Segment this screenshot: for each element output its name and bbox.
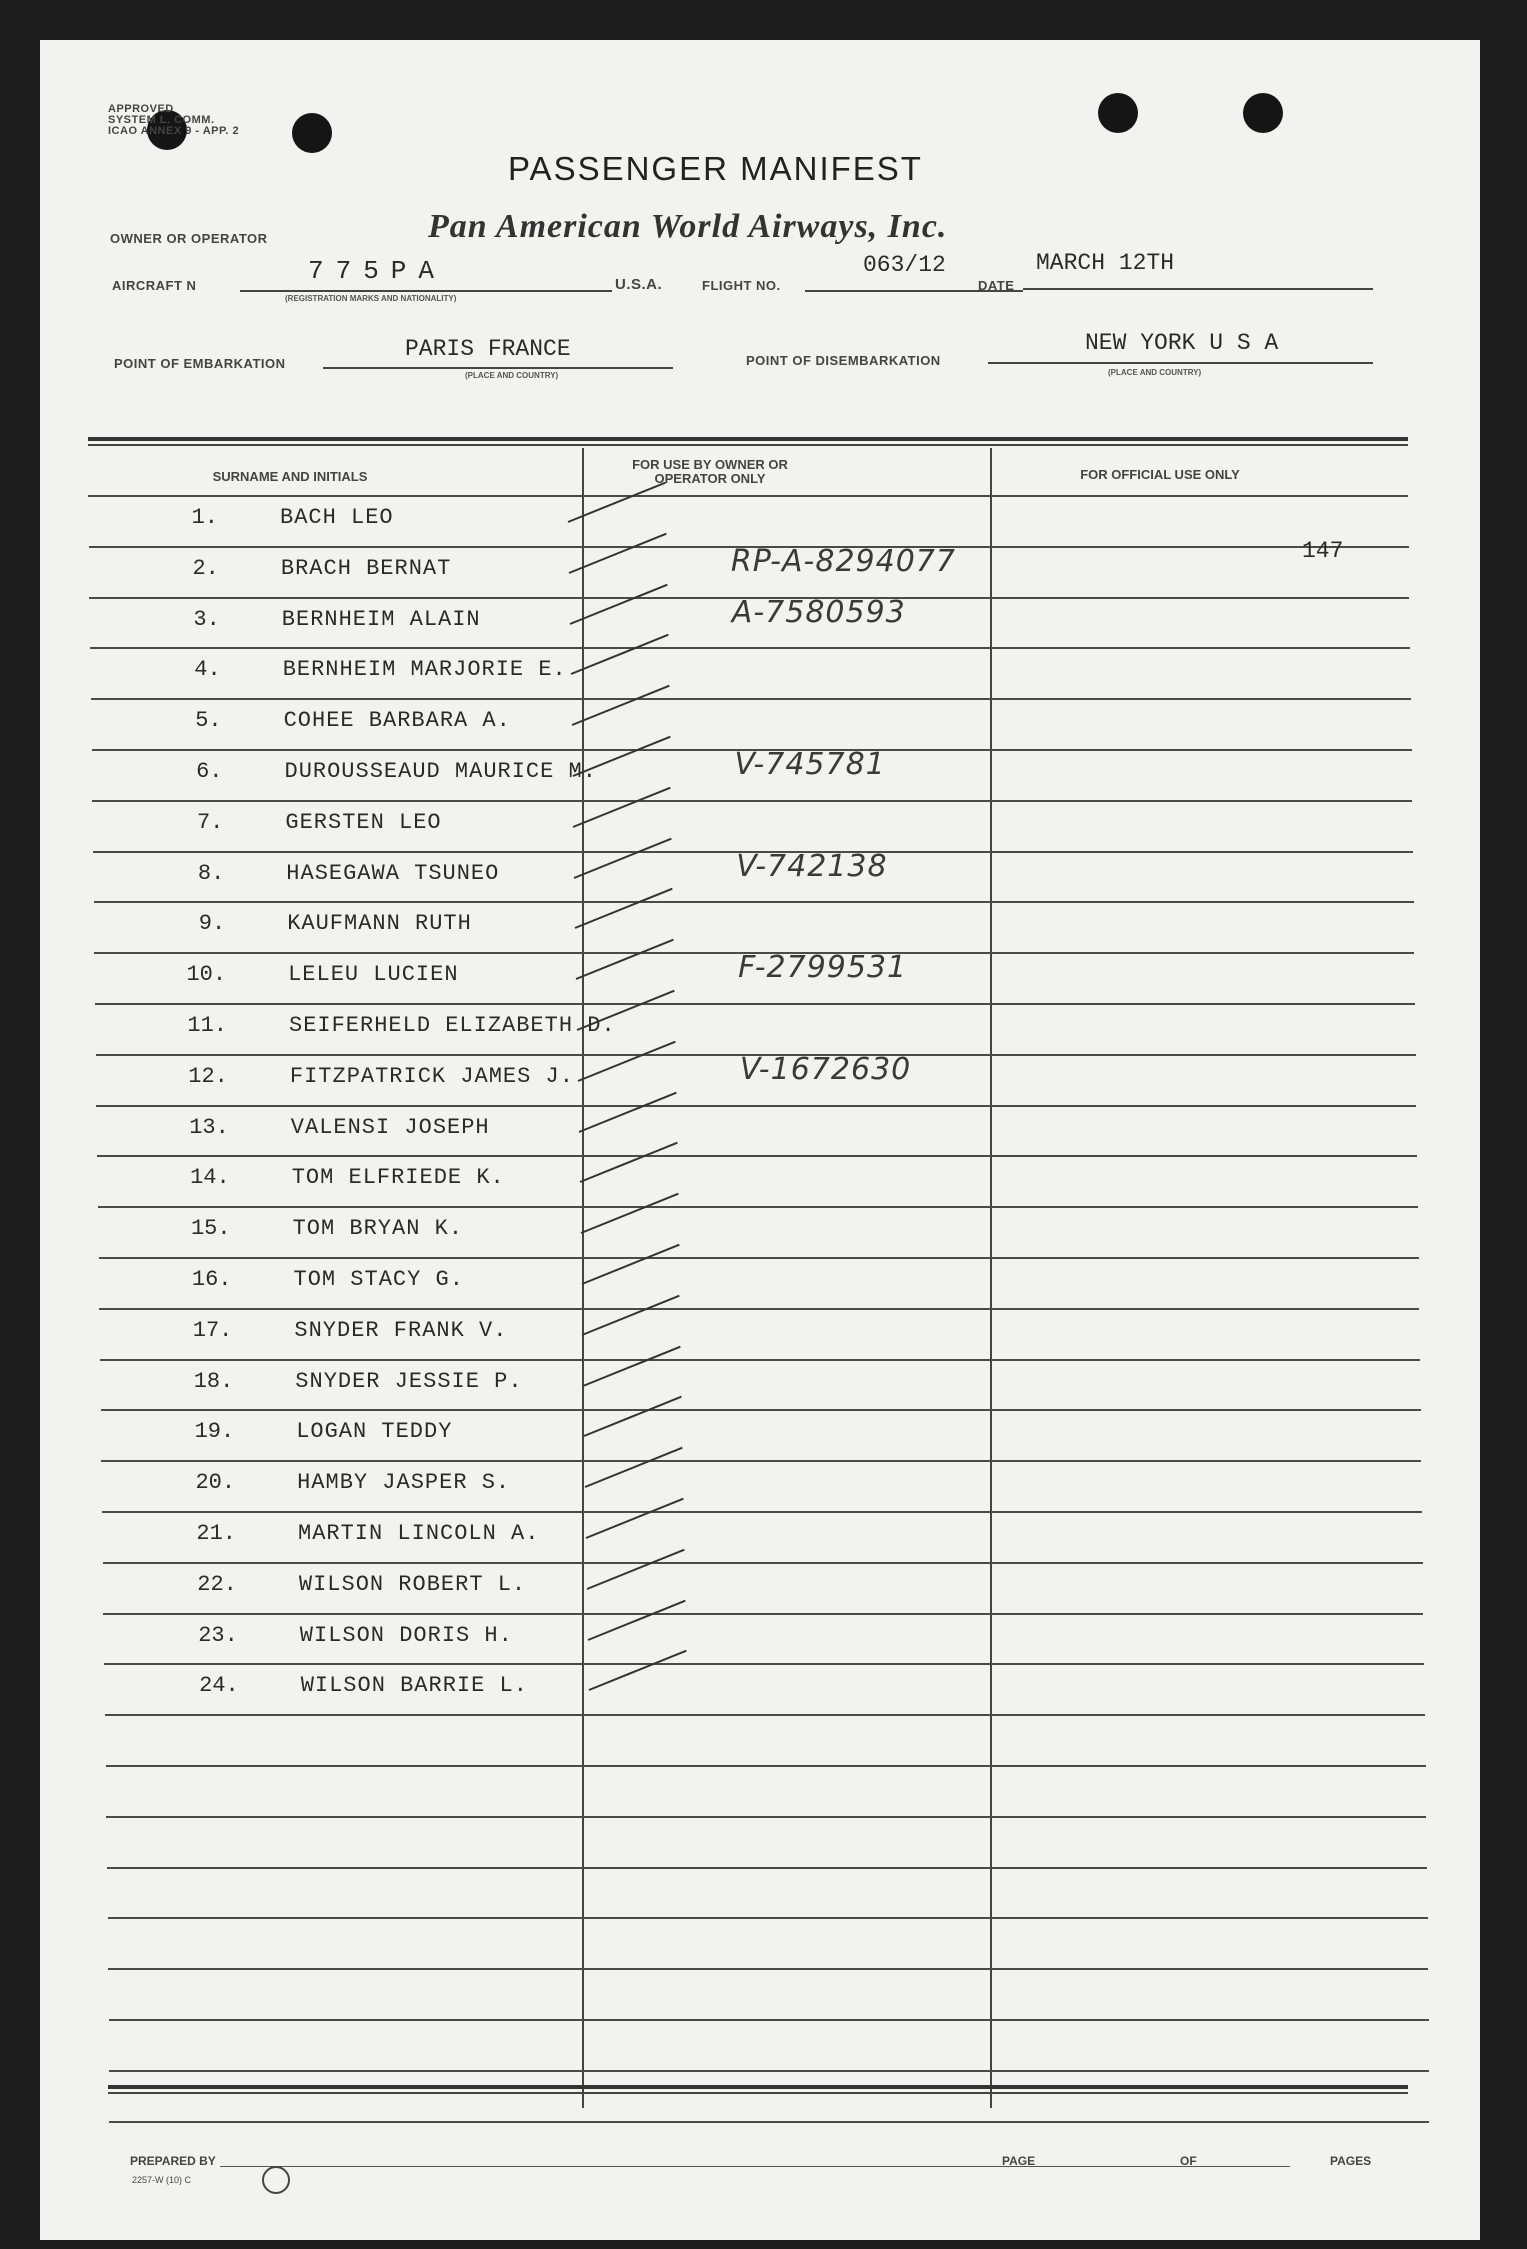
row-rule bbox=[104, 1663, 1424, 1665]
passenger-name: KAUFMANN RUTH bbox=[287, 911, 472, 937]
passenger-name: DUROUSSEAUD MAURICE M. bbox=[284, 759, 597, 784]
check-mark bbox=[571, 685, 669, 726]
check-mark bbox=[587, 1599, 685, 1640]
check-mark bbox=[586, 1498, 684, 1539]
check-mark bbox=[570, 634, 668, 675]
row-rule bbox=[103, 1613, 1423, 1615]
passenger-number: 11. bbox=[187, 1013, 227, 1038]
row-rule bbox=[100, 1359, 1420, 1361]
aircraft-underline bbox=[240, 290, 612, 292]
passenger-number: 12. bbox=[188, 1063, 228, 1089]
passenger-number: 17. bbox=[192, 1317, 233, 1343]
check-mark bbox=[585, 1447, 683, 1488]
row-rule bbox=[106, 1765, 1426, 1767]
check-mark bbox=[569, 583, 667, 624]
passenger-name: WILSON ROBERT L. bbox=[298, 1571, 527, 1597]
passenger-name: LELEU LUCIEN bbox=[288, 962, 459, 988]
date-label: DATE bbox=[978, 278, 1015, 293]
row-rule bbox=[96, 1105, 1416, 1107]
row-rule bbox=[103, 1562, 1423, 1564]
row-rule bbox=[99, 1308, 1419, 1310]
row-rule bbox=[102, 1511, 1422, 1513]
passenger-number: 19. bbox=[194, 1419, 235, 1445]
passenger-number: 1. bbox=[191, 505, 218, 530]
passenger-name: FITZPATRICK JAMES J. bbox=[289, 1063, 574, 1089]
flight-label: FLIGHT NO. bbox=[702, 278, 781, 293]
check-mark bbox=[573, 787, 671, 828]
passenger-number: 16. bbox=[191, 1267, 232, 1292]
embarkation-underline bbox=[323, 367, 673, 369]
aircraft-label: AIRCRAFT N bbox=[112, 278, 197, 293]
row-rule bbox=[109, 2019, 1429, 2021]
column-divider-2 bbox=[990, 448, 992, 2108]
disembarkation-label: POINT OF DISEMBARKATION bbox=[746, 353, 941, 368]
check-mark bbox=[582, 1295, 680, 1336]
row-rule bbox=[88, 495, 1408, 497]
passenger-number: 13. bbox=[189, 1114, 229, 1140]
passport-number: V-742138 bbox=[736, 848, 888, 884]
disembarkation-underline bbox=[988, 362, 1373, 364]
passport-number: RP-A-8294077 bbox=[730, 543, 956, 579]
passenger-number: 3. bbox=[193, 606, 220, 632]
check-mark bbox=[580, 1193, 678, 1234]
column-header-official-use: FOR OFFICIAL USE ONLY bbox=[1080, 467, 1240, 482]
row-rule bbox=[106, 1816, 1426, 1818]
check-mark bbox=[578, 1091, 676, 1132]
check-mark bbox=[581, 1244, 679, 1285]
passenger-number: 2. bbox=[192, 555, 219, 581]
passenger-name: SNYDER JESSIE P. bbox=[295, 1368, 523, 1394]
row-rule bbox=[98, 1206, 1418, 1208]
embarkation-place: PARIS FRANCE bbox=[405, 336, 571, 362]
row-rule bbox=[92, 800, 1412, 802]
punch-hole-top-right-1 bbox=[1098, 93, 1138, 133]
passenger-number: 14. bbox=[190, 1165, 230, 1191]
table-top-rule-2 bbox=[88, 444, 1408, 446]
passenger-name: BERNHEIM ALAIN bbox=[281, 606, 481, 632]
table-top-rule bbox=[88, 437, 1408, 441]
check-mark bbox=[572, 736, 670, 777]
check-mark bbox=[588, 1650, 686, 1691]
check-mark bbox=[578, 1041, 676, 1082]
passenger-name: BERNHEIM MARJORIE E. bbox=[282, 657, 567, 683]
row-rule bbox=[90, 647, 1410, 649]
row-rule bbox=[91, 698, 1411, 700]
prepared-by-line bbox=[220, 2166, 1040, 2167]
carrier-name: Pan American World Airways, Inc. bbox=[428, 208, 948, 245]
of-label: OF bbox=[1180, 2154, 1197, 2168]
passport-number: V-745781 bbox=[734, 747, 886, 782]
registration-note: (REGISTRATION MARKS AND NATIONALITY) bbox=[285, 294, 457, 303]
passenger-number: 23. bbox=[198, 1622, 238, 1648]
row-rule bbox=[107, 1867, 1427, 1869]
passenger-name: TOM BRYAN K. bbox=[292, 1216, 464, 1242]
row-rule bbox=[109, 2121, 1429, 2123]
check-mark bbox=[577, 990, 675, 1031]
page-line bbox=[1040, 2166, 1290, 2167]
check-mark bbox=[574, 837, 672, 878]
row-rule bbox=[101, 1460, 1421, 1462]
passenger-number: 10. bbox=[186, 962, 227, 988]
row-rule bbox=[97, 1155, 1417, 1157]
passenger-number: 21. bbox=[196, 1521, 236, 1546]
disembarkation-place: NEW YORK U S A bbox=[1085, 330, 1279, 356]
passport-number: V-1672630 bbox=[739, 1051, 912, 1087]
passenger-name: SEIFERHELD ELIZABETH D. bbox=[289, 1013, 616, 1038]
row-rule bbox=[101, 1409, 1421, 1411]
nationality-label: U.S.A. bbox=[615, 276, 663, 293]
passenger-number: 4. bbox=[194, 657, 221, 683]
passenger-number: 6. bbox=[196, 759, 223, 784]
union-bug-icon bbox=[262, 2166, 290, 2194]
passenger-name: HASEGAWA TSUNEO bbox=[286, 860, 500, 886]
passenger-number: 8. bbox=[197, 860, 225, 886]
row-rule bbox=[94, 901, 1414, 903]
punch-hole-top-right-2 bbox=[1243, 93, 1283, 133]
passport-number: F-2799531 bbox=[738, 950, 908, 986]
flight-date: MARCH 12TH bbox=[1036, 250, 1175, 276]
check-mark bbox=[583, 1345, 681, 1386]
passenger-number: 22. bbox=[197, 1571, 237, 1597]
manifest-page bbox=[40, 40, 1480, 2240]
passenger-name: VALENSI JOSEPH bbox=[290, 1114, 490, 1140]
check-mark bbox=[587, 1549, 685, 1590]
check-mark bbox=[579, 1142, 677, 1183]
column-header-owner-use: FOR USE BY OWNER OR OPERATOR ONLY bbox=[632, 457, 788, 486]
passenger-name: WILSON DORIS H. bbox=[299, 1622, 513, 1648]
punch-hole-top-left-2 bbox=[292, 113, 332, 153]
disembarkation-place-note: (PLACE AND COUNTRY) bbox=[1108, 368, 1202, 377]
page-label: PAGE bbox=[1002, 2154, 1036, 2168]
row-rule bbox=[95, 1003, 1415, 1005]
passenger-name: SNYDER FRANK V. bbox=[294, 1317, 508, 1343]
passenger-name: BACH LEO bbox=[280, 505, 394, 530]
embarkation-place-note: (PLACE AND COUNTRY) bbox=[465, 371, 559, 380]
official-entry: 147 bbox=[1302, 537, 1344, 564]
passenger-name: HAMBY JASPER S. bbox=[297, 1470, 511, 1496]
row-rule bbox=[109, 2070, 1429, 2072]
page-title: PASSENGER MANIFEST bbox=[508, 150, 923, 187]
passport-number: A-7580593 bbox=[731, 594, 906, 630]
passenger-name: BRACH BERNAT bbox=[280, 555, 452, 581]
passenger-name: TOM ELFRIEDE K. bbox=[291, 1165, 505, 1191]
row-rule bbox=[105, 1714, 1425, 1716]
passenger-name: COHEE BARBARA A. bbox=[283, 708, 511, 734]
table-bottom-rule bbox=[108, 2085, 1408, 2089]
date-underline bbox=[1023, 288, 1373, 290]
prepared-by-label: PREPARED BY bbox=[130, 2154, 216, 2168]
column-header-surname: SURNAME AND INITIALS bbox=[212, 469, 368, 484]
flight-number: 063/12 bbox=[863, 252, 946, 278]
check-mark bbox=[576, 939, 674, 980]
row-rule bbox=[108, 1917, 1428, 1919]
passenger-number: 18. bbox=[193, 1368, 234, 1394]
passenger-number: 15. bbox=[190, 1216, 231, 1242]
pages-label: PAGES bbox=[1330, 2154, 1372, 2168]
form-code: 2257-W (10) C bbox=[132, 2175, 192, 2185]
table-bottom-rule-2 bbox=[108, 2092, 1408, 2094]
approval-stamp: APPROVED SYSTEM L. COMM. ICAO ANNEX 9 - APP. 2 bbox=[108, 103, 240, 137]
passenger-name: LOGAN TEDDY bbox=[296, 1419, 453, 1445]
embarkation-label: POINT OF EMBARKATION bbox=[114, 356, 286, 371]
passenger-number: 9. bbox=[198, 911, 226, 937]
row-rule bbox=[108, 1968, 1428, 1970]
passenger-name: MARTIN LINCOLN A. bbox=[298, 1521, 540, 1546]
passenger-number: 20. bbox=[195, 1470, 236, 1496]
column-divider-1 bbox=[582, 448, 584, 2108]
passenger-number: 7. bbox=[196, 809, 224, 835]
passenger-number: 5. bbox=[195, 708, 222, 734]
passenger-number: 24. bbox=[199, 1673, 239, 1699]
passenger-name: WILSON BARRIE L. bbox=[300, 1673, 528, 1699]
passenger-name: TOM STACY G. bbox=[293, 1267, 464, 1292]
owner-label: OWNER OR OPERATOR bbox=[110, 231, 268, 246]
aircraft-registration: 775PA bbox=[308, 256, 447, 286]
check-mark bbox=[584, 1396, 682, 1437]
check-mark bbox=[575, 888, 673, 929]
row-rule bbox=[99, 1257, 1419, 1259]
passenger-name: GERSTEN LEO bbox=[285, 809, 442, 835]
